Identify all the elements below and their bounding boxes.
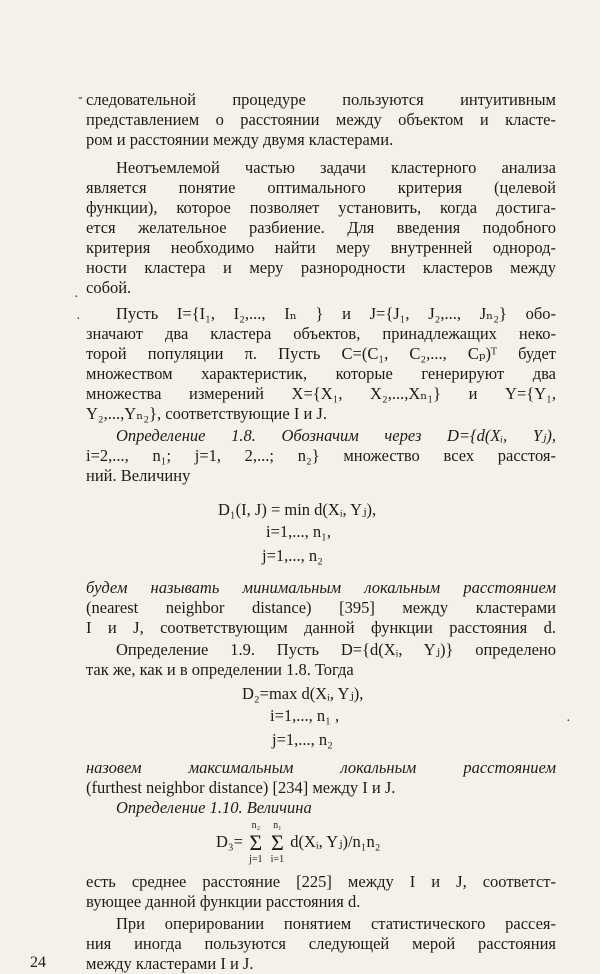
margin-mark: - [78,90,83,105]
margin-mark: · [76,312,81,327]
definition-line: Определение 1.9. Пусть D={d(Xᵢ, Yⱼ)} определено [116,640,556,659]
margin-mark: · [566,714,571,729]
text-line: значают два кластера объектов, принадлежащих неко- [86,324,556,343]
text-line: При оперировании понятием статистического рассея- [116,914,556,933]
text-line: множеством характеристик, которые генерируют два [86,364,556,383]
text-line: функции), которое позволяет установить, когда достига- [86,198,556,217]
equation-d1: D₁(I, J) = min d(Xᵢ, Yⱼ), [218,500,377,519]
definition-line: Определение 1.8. Обозначим через D={d(Xᵢ, Yⱼ), [116,426,556,445]
text-line: ром и расстоянии между двумя кластерами. [86,130,394,149]
equation-d3-lhs: D₃= [216,832,243,851]
text-line: ности кластера и меру разнородности кластеров между [86,258,556,277]
text-line: ется желательное разбиение. Для введения подобного [86,218,556,237]
text-line: i=2,..., n₁; j=1, 2,...; n₂} множество всех расстоя- [86,446,556,465]
sum-over-j: n₂ Σ j=1 [249,820,263,866]
margin-mark: · [74,290,79,305]
text-line: является понятие оптимального критерия (целевой [86,178,556,197]
text-line: так же, как и в определении 1.8. Тогда [86,660,354,679]
text-line: критерия необходимо найти меру внутренней однород- [86,238,556,257]
text-line: будем называть минимальным локальным расстоянием [86,578,556,597]
text-line: I и J, соответствующим данной функции расстояния d. [86,618,556,637]
equation-d1-range-j: j=1,..., n₂ [262,546,323,565]
equation-d3 [216,820,381,866]
text-line: Неотъемлемой частью задачи кластерного анализа [116,158,556,177]
text-line: (nearest neighbor distance) [395] между кластерами [86,598,556,617]
equation-d1-range-i: i=1,..., n₁, [266,522,332,541]
text-line: множества измерений X={X₁, X₂,...,Xₙ₁} и Y={Y₁, [86,384,556,403]
text-line: между кластерами I и J. [86,954,254,973]
text-line: назовем максимальным локальным расстоянием [86,758,556,777]
text-line: вующее данной функции расстояния d. [86,892,361,911]
text-line: Y₂,...,Yₙ₂}, соответствующие I и J. [86,404,327,423]
text-line: представлением о расстоянии между объектом и класте- [86,110,556,129]
equation-d3-rhs: d(Xᵢ, Yⱼ)/n₁n₂ [290,832,381,851]
text-line: торой популяции π. Пусть C=(C₁, C₂,..., Cₚ)ᵀ будет [86,344,556,363]
text-line: следовательной процедуре пользуются интуитивным [86,90,556,109]
text-line: собой. [86,278,132,297]
sum-over-i: n₁ Σ i=1 [270,820,285,866]
definition-line: Определение 1.10. Величина [116,798,312,817]
text-line: (furthest neighbor distance) [234] между I и J. [86,778,396,797]
text-line: ний. Величину [86,466,191,485]
equation-d2-range-j: j=1,..., n₂ [272,730,333,749]
equation-d2: D₂=max d(Xᵢ, Yⱼ), [242,684,364,703]
text-line: Пусть I={I₁, I₂,..., Iₙ } и J={J₁, J₂,..., Jₙ₂} обо- [116,304,556,323]
text-line: ния иногда пользуются следующей мерой расстояния [86,934,556,953]
page-number: 24 [30,954,46,971]
equation-d2-range-i: i=1,..., n₁ , [270,706,340,725]
text-line: есть среднее расстояние [225] между I и J, соответст- [86,872,556,891]
